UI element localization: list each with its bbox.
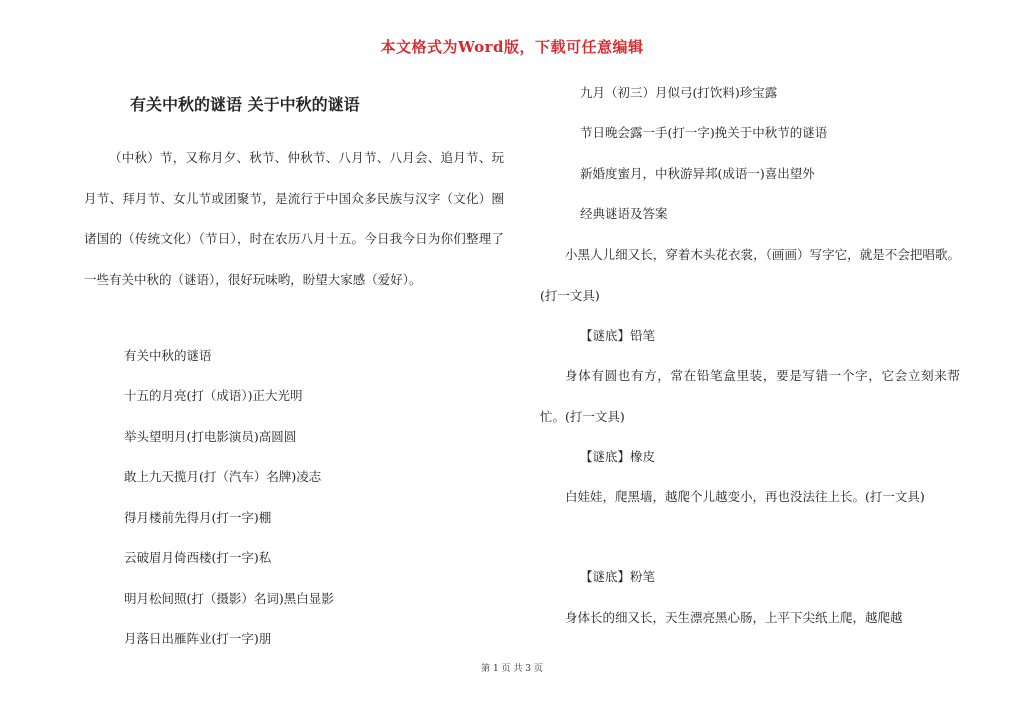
riddle-answer: 【谜底】粉笔 <box>580 569 656 584</box>
left-line: 得月楼前先得月(打一字)棚 <box>124 510 272 525</box>
riddle-question: 身体长的细又长，天生漂亮黑心肠，上平下尖纸上爬，越爬越 <box>565 610 903 625</box>
right-line: 节日晚会露一手(打一字)挽关于中秋节的谜语 <box>580 125 828 140</box>
left-line: 十五的月亮(打（成语）)正大光明 <box>124 388 303 403</box>
riddle-answer: 【谜底】橡皮 <box>580 449 656 464</box>
left-line: 明月松间照(打（摄影）名词)黑白显影 <box>124 591 334 606</box>
right-line: 经典谜语及答案 <box>580 206 668 221</box>
left-line: 云破眉月倚西楼(打一字)私 <box>124 550 272 565</box>
left-line: 有关中秋的谜语 <box>124 348 212 363</box>
riddle-question: 身体有圆也有方，常在铅笔盒里装，要是写错一个字，它会立刻来帮忙。(打一文具) <box>540 368 960 424</box>
left-line: 敢上九天揽月(打（汽车）名牌)凌志 <box>124 469 322 484</box>
riddle-answer: 【谜底】铅笔 <box>580 328 656 343</box>
intro-paragraph: （中秋）节，又称月夕、秋节、仲秋节、八月节、八月会、追月节、玩月节、拜月节、女儿节或团聚节，是流行于中国众多民族与汉字（文化）圈诸国的（传统文化）（节日），时在农历八月十五。今日我今日为你们整理了一些有关中秋的（谜语），很好玩味哟，盼望大家感（爱好）。 <box>84 150 504 287</box>
right-line: 新婚度蜜月，中秋游异邦(成语一)喜出望外 <box>580 166 815 181</box>
right-line: 九月（初三）月似弓(打饮料)珍宝露 <box>580 85 778 100</box>
page-title: 有关中秋的谜语 关于中秋的谜语 <box>130 95 360 114</box>
riddle-question: 白娃娃，爬黑墙，越爬个儿越变小，再也没法往上长。(打一文具) <box>565 489 925 504</box>
left-line: 月落日出雁阵业(打一字)朋 <box>124 631 272 646</box>
page-footer: 第 1 页 共 3 页 <box>481 664 543 674</box>
left-line: 举头望明月(打电影演员)高圆圆 <box>124 429 297 444</box>
riddle-question: 小黑人儿细又长，穿着木头花衣裳，（画画）写字它，就是不会把唱歌。(打一文具) <box>540 247 960 303</box>
download-banner: 本文格式为Word版，下载可任意编辑 <box>380 38 644 56</box>
